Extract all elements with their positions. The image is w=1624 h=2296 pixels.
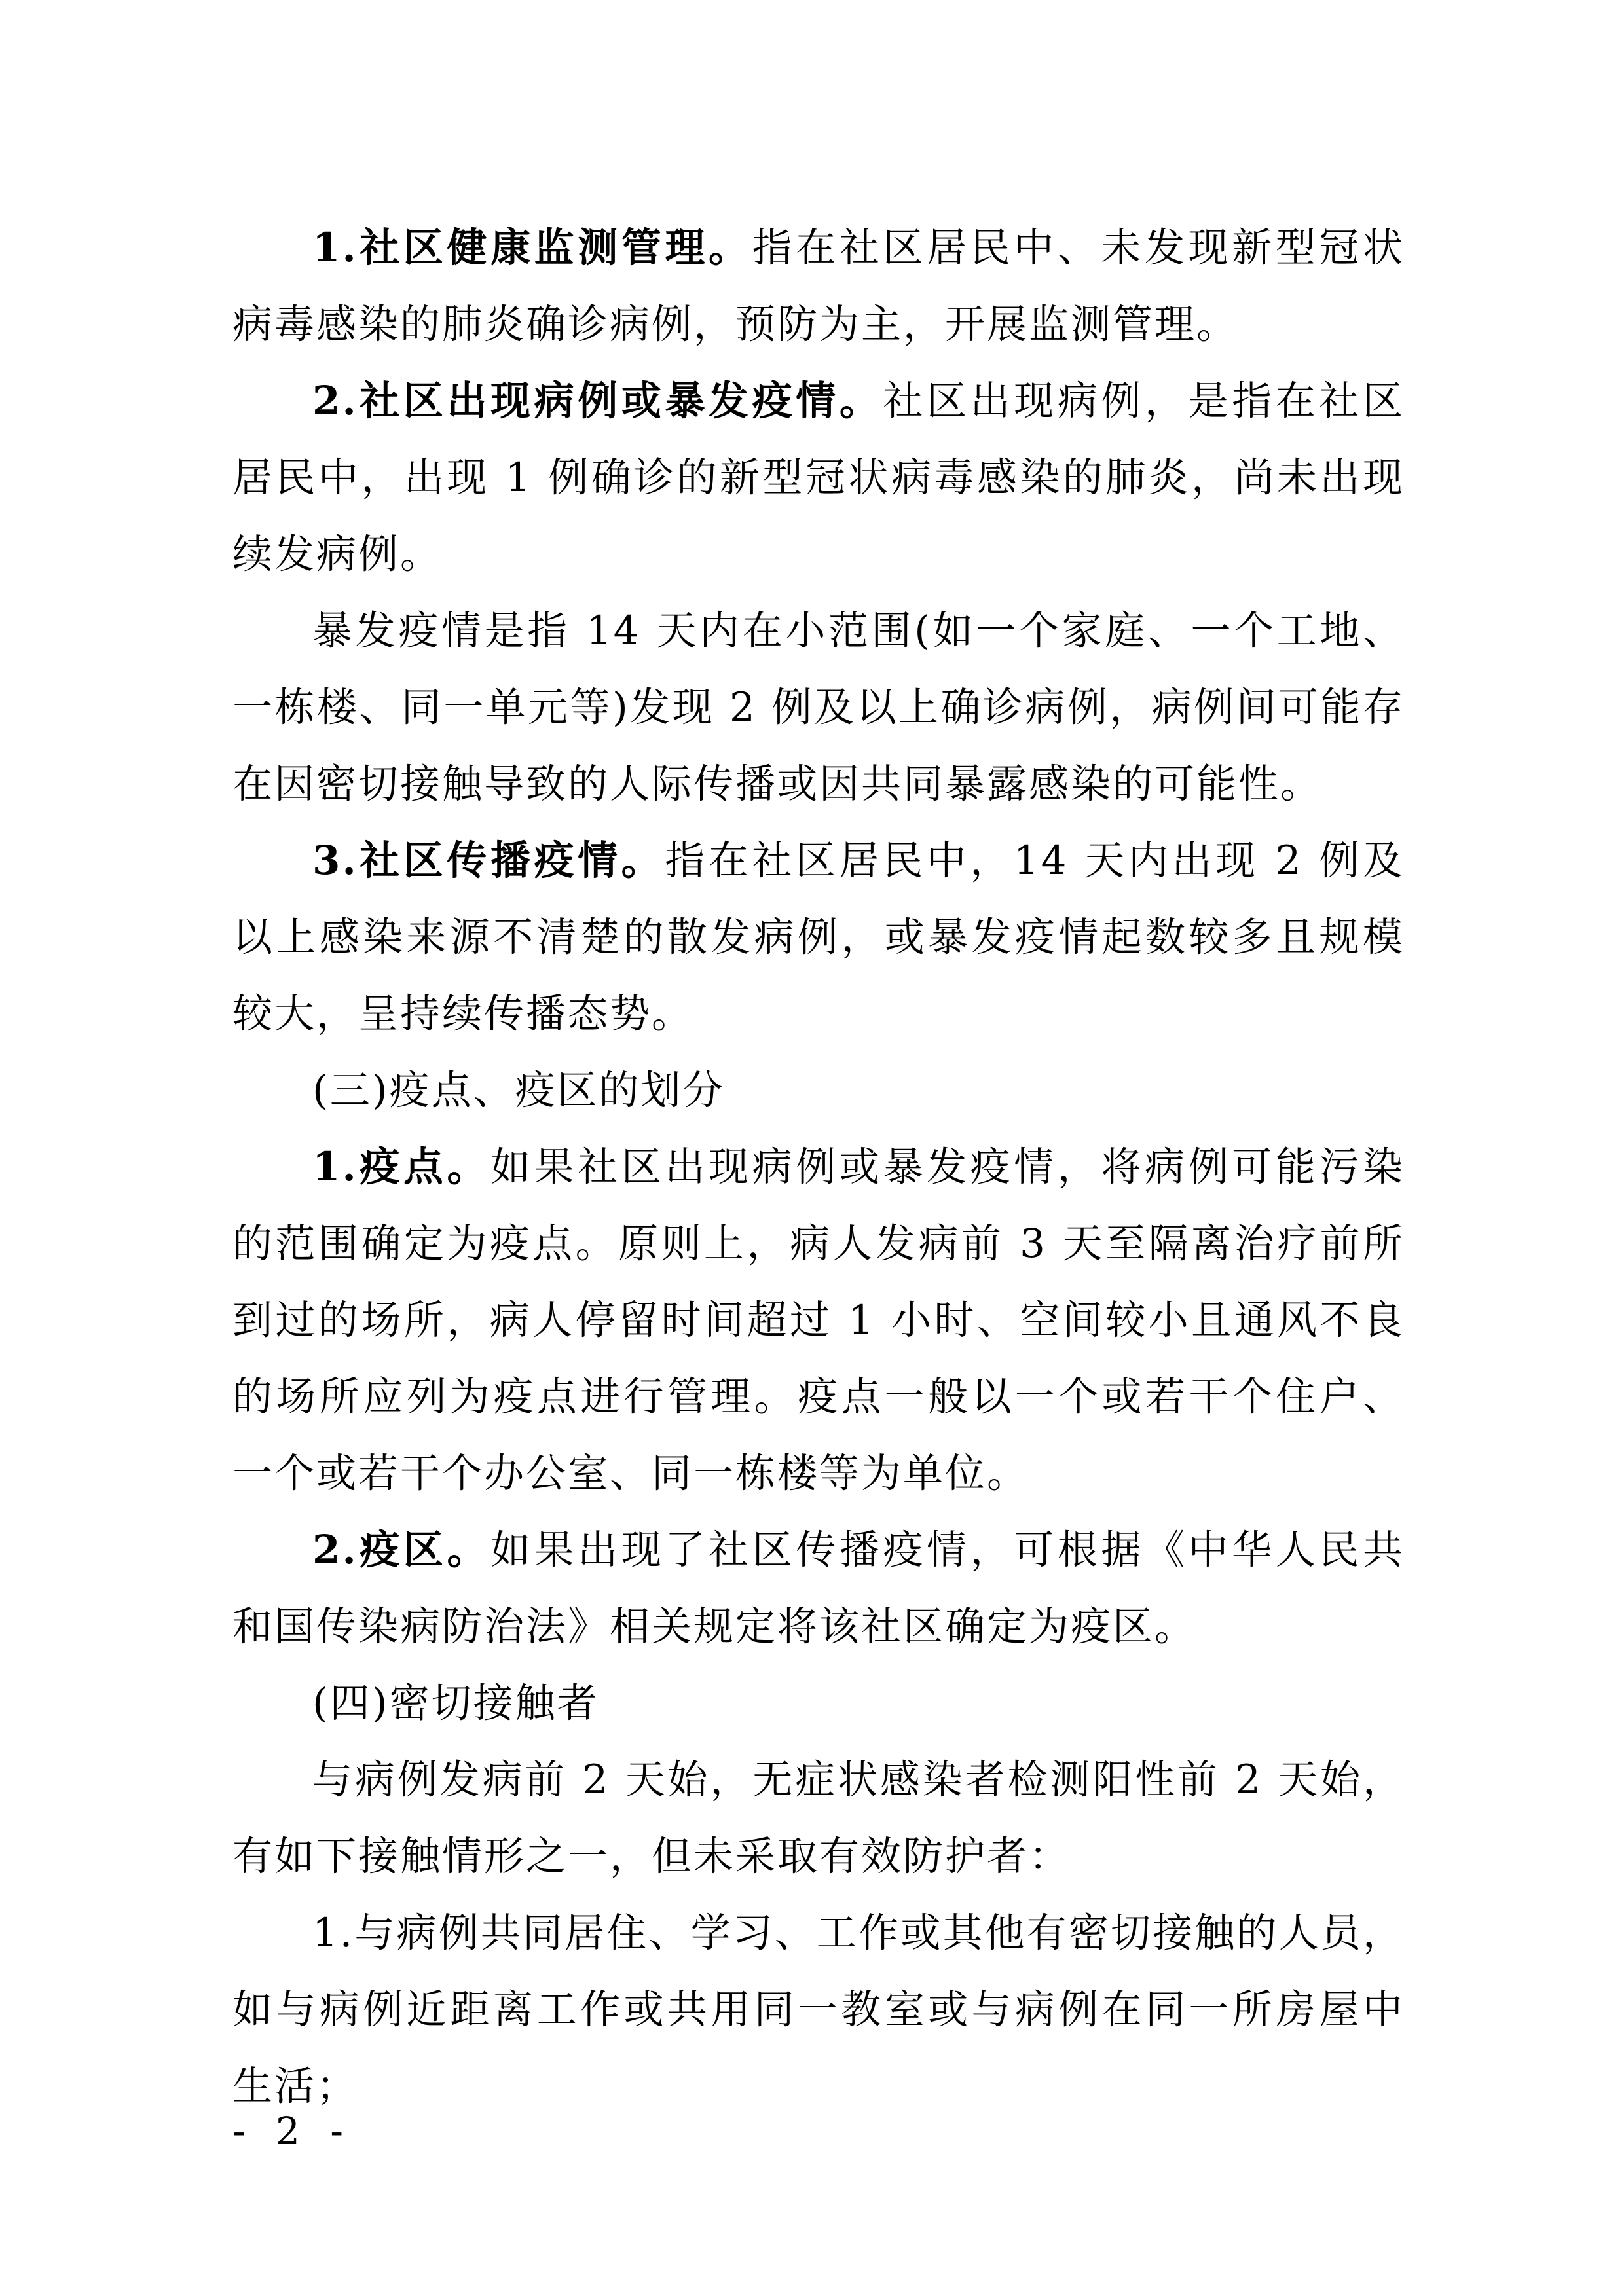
paragraph-community-cases-or-outbreak	[232, 363, 1405, 592]
paragraph-lead: 1.社区健康监测管理。	[312, 225, 752, 271]
paragraph-lead: 2.社区出现病例或暴发疫情。	[312, 378, 883, 424]
paragraph-text: 如果出现了社区传播疫情，可根据《中华人民共和国传染病防治法》相关规定将该社区确定为疫区。	[232, 1527, 1405, 1650]
paragraph-text: 如果社区出现病例或暴发疫情，将病例可能污染的范围确定为疫点。原则上，病人发病前 3 天至隔离治疗前所到过的场所，病人停留时间超过 1 小时、空间较小且通风不良的场所应列为疫点进行管理。疫点一般以一个或若干个住户、一个或若干个办公室、同一栋楼等为单位。	[232, 1144, 1405, 1497]
paragraph-text: (三)疫点、疫区的划分	[312, 1067, 725, 1114]
paragraph-lead: 3.社区传播疫情。	[312, 837, 665, 884]
paragraph-lead: 1.疫点。	[312, 1144, 491, 1190]
paragraph-text: 1.与病例共同居住、学习、工作或其他有密切接触的人员，如与病例近距离工作或共用同一教室或与病例在同一所房屋中生活；	[232, 1910, 1405, 2109]
paragraph-epidemic-area	[232, 1512, 1405, 1665]
section-heading-epidemic-points-areas	[232, 1052, 1405, 1129]
paragraph-text: 指在社区居民中、未发现新型冠状病毒感染的肺炎确诊病例，预防为主，开展监测管理。	[232, 225, 1405, 348]
paragraph-community-health-monitoring	[232, 210, 1405, 363]
paragraph-outbreak-definition	[232, 592, 1405, 822]
paragraph-text: 与病例发病前 2 天始，无症状感染者检测阳性前 2 天始，有如下接触情形之一，但未采取有效防护者：	[232, 1757, 1405, 1880]
paragraph-epidemic-point	[232, 1129, 1405, 1512]
document-body	[232, 210, 1405, 2124]
paragraph-lead: 2.疫区。	[312, 1527, 491, 1573]
paragraph-text: 指在社区居民中，14 天内出现 2 例及以上感染来源不清楚的散发病例，或暴发疫情起数较多且规模较大，呈持续传播态势。	[232, 837, 1405, 1037]
paragraph-text: 暴发疫情是指 14 天内在小范围(如一个家庭、一个工地、一栋楼、同一单元等)发现 2 例及以上确诊病例，病例间可能存在因密切接触导致的人际传播或因共同暴露感染的可能性。	[232, 608, 1405, 807]
paragraph-close-contact-item-1	[232, 1895, 1405, 2124]
paragraph-close-contact-definition	[232, 1741, 1405, 1895]
paragraph-text: (四)密切接触者	[312, 1680, 599, 1726]
paragraph-text: 社区出现病例，是指在社区居民中，出现 1 例确诊的新型冠状病毒感染的肺炎，尚未出现续发病例。	[232, 378, 1405, 577]
page-number: - 2 -	[232, 2109, 352, 2153]
paragraph-community-transmission	[232, 822, 1405, 1052]
section-heading-close-contacts	[232, 1665, 1405, 1741]
